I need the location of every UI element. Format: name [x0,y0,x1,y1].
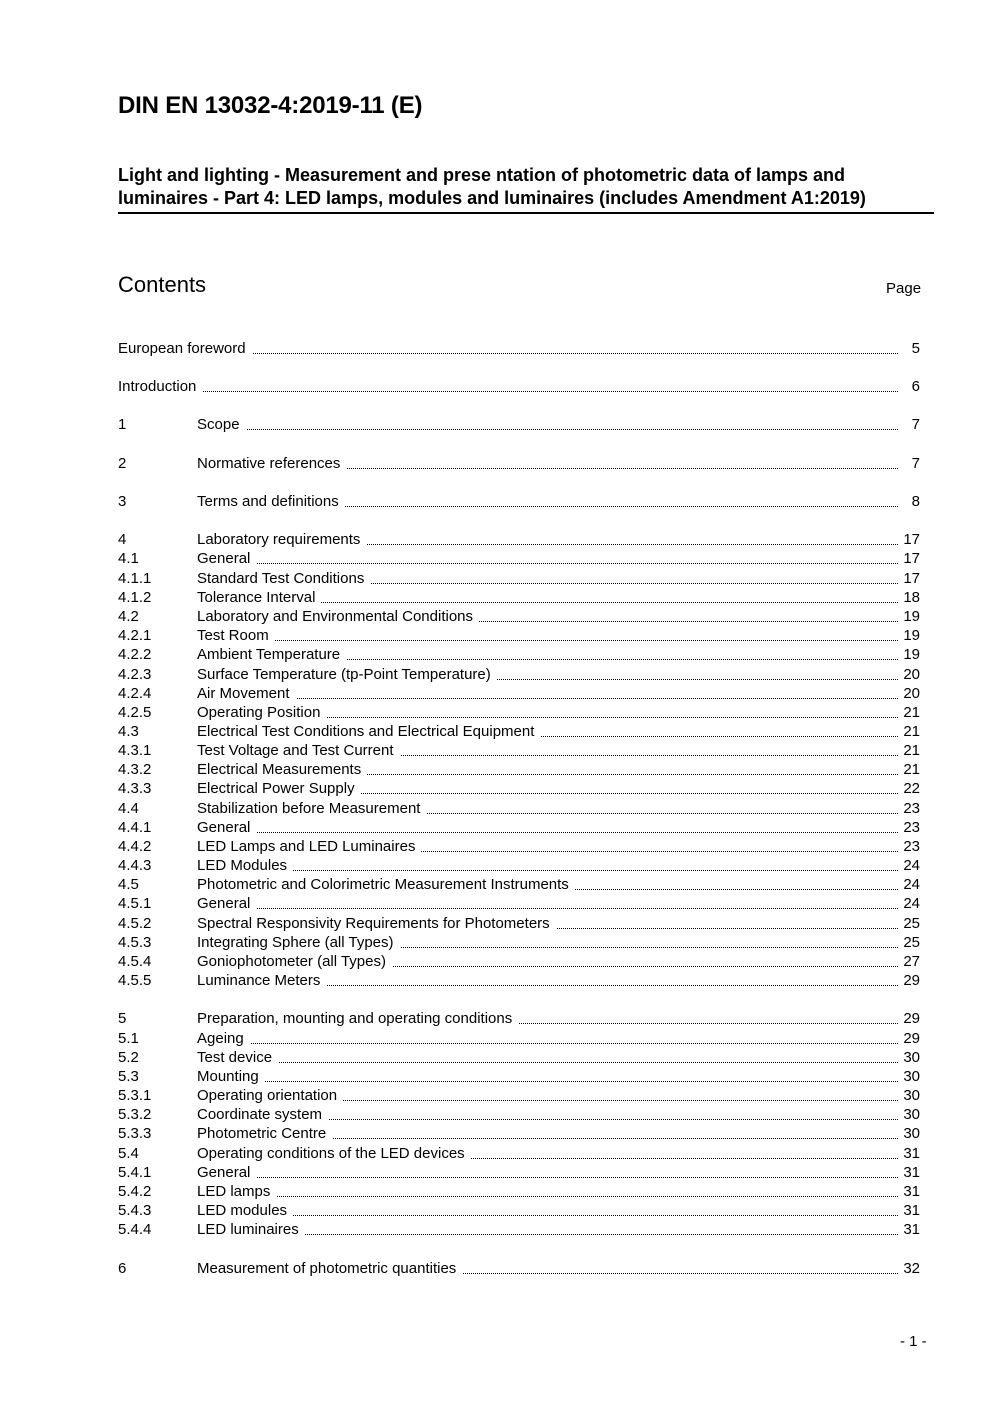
toc-dot-leader [197,870,898,871]
toc-entry-page: 30 [903,1068,920,1085]
toc-entry-title: Goniophotometer (all Types) [197,953,392,970]
toc-dot-leader [197,1196,898,1197]
toc-entry-page: 23 [903,800,920,817]
toc-entry[interactable] [118,684,920,703]
toc-entry-title: LED Modules [197,857,293,874]
toc-entry-body [197,1067,920,1086]
toc-entry[interactable] [118,760,920,779]
toc-entry[interactable] [118,741,920,760]
toc-entry[interactable] [118,492,920,511]
toc-dot-leader [197,1043,898,1044]
toc-entry[interactable] [118,339,920,358]
toc-entry-number: 5.3 [118,1068,139,1085]
toc-entry-number: 4.2.5 [118,704,152,721]
toc-entry-number: 5.3.3 [118,1125,152,1142]
toc-entry[interactable] [118,549,920,568]
toc-entry-page: 24 [903,876,920,893]
toc-entry-number: 4.1.2 [118,589,152,606]
toc-entry[interactable] [118,722,920,741]
toc-entry-title: LED modules [197,1202,293,1219]
toc-entry-body [197,607,920,626]
toc-entry-page: 31 [903,1202,920,1219]
toc-entry-body [197,454,920,473]
toc-entry-title: General [197,895,256,912]
toc-entry-number: 1 [118,416,127,433]
toc-entry-number: 5.1 [118,1030,139,1047]
toc-entry-page: 20 [903,685,920,702]
toc-entry-title: LED luminaires [197,1221,305,1238]
toc-entry-body [197,1105,920,1124]
toc-entry-title: Surface Temperature (tp-Point Temperature) [197,666,497,683]
document-title: Light and lighting - Measurement and prese ntation of photometric data of lamps and luminaires - Part 4: LED lamps, modules and luminaires (includes Amendment A1:2019) [118,164,934,214]
toc-entry-number: 5.4 [118,1145,139,1162]
toc-entry-page: 32 [903,1260,920,1277]
toc-entry[interactable] [118,837,920,856]
toc-entry-body [197,818,920,837]
toc-entry-body [197,1163,920,1182]
toc-entry-page: 22 [903,780,920,797]
toc-entry-page: 18 [903,589,920,606]
toc-dot-leader [197,698,898,699]
toc-entry[interactable] [118,1009,920,1028]
toc-entry[interactable] [118,971,920,990]
toc-entry[interactable] [118,1220,920,1239]
toc-entry-title: Preparation, mounting and operating conditions [197,1010,518,1027]
toc-entry-title: Integrating Sphere (all Types) [197,934,400,951]
toc-entry-title: General [197,1164,256,1181]
toc-dot-leader [197,1062,898,1063]
toc-entry-page: 31 [903,1145,920,1162]
toc-entry-number: 4.3 [118,723,139,740]
contents-heading: Contents [118,272,207,297]
toc-entry-number: 4.3.2 [118,761,152,778]
toc-entry-title: Introduction [118,378,202,395]
toc-entry-page: 31 [903,1221,920,1238]
toc-entry-number: 5 [118,1010,127,1027]
toc-entry-title: Mounting [197,1068,265,1085]
toc-entry-title: Normative references [197,455,346,472]
toc-entry[interactable] [118,1086,920,1105]
toc-entry-title: Photometric and Colorimetric Measurement Instruments [197,876,575,893]
toc-entry-title: Luminance Meters [197,972,326,989]
toc-entry-body [197,684,920,703]
toc-entry-body [197,722,920,741]
toc-entry-body [197,1201,920,1220]
toc-entry[interactable] [118,454,920,473]
toc-entry-number: 4.3.1 [118,742,152,759]
toc-entry-page: 8 [911,493,920,510]
toc-entry-number: 4.2 [118,608,139,625]
toc-entry-number: 5.4.3 [118,1202,152,1219]
document-identifier: DIN EN 13032-4:2019-11 (E) [118,92,423,119]
toc-entry-number: 4.2.4 [118,685,152,702]
toc-entry[interactable] [118,1105,920,1124]
toc-entry-body [197,875,920,894]
toc-entry-body [197,1029,920,1048]
toc-entry-body [197,645,920,664]
toc-entry-page: 19 [903,627,920,644]
toc-entry[interactable] [118,626,920,645]
toc-entry-number: 4.2.1 [118,627,152,644]
toc-entry-body [197,549,920,568]
toc-entry-title: Measurement of photometric quantities [197,1260,462,1277]
toc-entry-page: 27 [903,953,920,970]
toc-entry-page: 23 [903,838,920,855]
toc-entry-page: 21 [903,704,920,721]
toc-entry-body [197,626,920,645]
toc-entry-title: Laboratory and Environmental Conditions [197,608,479,625]
toc-entry-number: 4.5 [118,876,139,893]
toc-dot-leader [197,563,898,564]
toc-entry-page: 31 [903,1164,920,1181]
toc-entry-title: Ageing [197,1030,250,1047]
toc-entry-title: Test Voltage and Test Current [197,742,400,759]
footer-page-number: - 1 - [900,1333,927,1350]
toc-entry[interactable] [118,875,920,894]
toc-entry-page: 21 [903,761,920,778]
toc-dot-leader [118,391,898,392]
toc-entry[interactable] [118,1048,920,1067]
toc-entry-page: 30 [903,1087,920,1104]
toc-entry-page: 5 [911,340,920,357]
toc-entry-body [197,894,920,913]
toc-dot-leader [197,1081,898,1082]
toc-entry-page: 7 [911,416,920,433]
toc-entry-body [197,1086,920,1105]
toc-entry-body [197,837,920,856]
toc-entry-page: 6 [911,378,920,395]
toc-entry-number: 5.4.2 [118,1183,152,1200]
toc-entry-number: 6 [118,1260,127,1277]
toc-entry-page: 17 [903,570,920,587]
toc-entry-title: European foreword [118,340,252,357]
toc-entry[interactable] [118,569,920,588]
toc-entry-body [197,1144,920,1163]
toc-entry-title: LED Lamps and LED Luminaires [197,838,421,855]
toc-entry-title: Photometric Centre [197,1125,332,1142]
toc-entry-page: 24 [903,895,920,912]
toc-entry-title: Tolerance Interval [197,589,321,606]
toc-entry[interactable] [118,607,920,626]
toc-entry-title: Coordinate system [197,1106,328,1123]
toc-entry-number: 4 [118,531,127,548]
toc-entry-body [197,799,920,818]
toc-entry-number: 2 [118,455,127,472]
toc-entry-number: 4.2.2 [118,646,152,663]
toc-entry-title: General [197,819,256,836]
toc-entry-page: 24 [903,857,920,874]
toc-entry-title: Laboratory requirements [197,531,366,548]
toc-entry-number: 4.5.4 [118,953,152,970]
toc-entry-body [197,760,920,779]
toc-entry-page: 17 [903,531,920,548]
toc-entry-body [197,1009,920,1028]
toc-entry-body [118,377,920,396]
toc-entry-title: Scope [197,416,246,433]
toc-entry-number: 5.4.1 [118,1164,152,1181]
toc-entry-body [197,933,920,952]
toc-entry-body [197,914,920,933]
toc-entry-number: 5.2 [118,1049,139,1066]
toc-entry-body [197,530,920,549]
toc-entry-body [197,952,920,971]
toc-entry[interactable] [118,799,920,818]
toc-dot-leader [197,1177,898,1178]
toc-entry[interactable] [118,530,920,549]
toc-entry-page: 29 [903,972,920,989]
toc-entry-body [197,1220,920,1239]
toc-entry-number: 4.4.1 [118,819,152,836]
toc-entry-page: 30 [903,1106,920,1123]
toc-entry-page: 20 [903,666,920,683]
toc-entry[interactable] [118,1201,920,1220]
toc-entry[interactable] [118,914,920,933]
toc-entry[interactable] [118,1029,920,1048]
toc-entry[interactable] [118,377,920,396]
toc-entry-title: LED lamps [197,1183,276,1200]
toc-dot-leader [197,1215,898,1216]
toc-entry-body [197,1048,920,1067]
toc-entry-number: 5.3.1 [118,1087,152,1104]
toc-entry-title: Spectral Responsivity Requirements for Photometers [197,915,556,932]
toc-entry[interactable] [118,856,920,875]
toc-entry-page: 7 [911,455,920,472]
toc-entry-title: Operating Position [197,704,326,721]
toc-entry-title: Air Movement [197,685,296,702]
toc-entry-page: 21 [903,742,920,759]
toc-entry-number: 4.4.3 [118,857,152,874]
toc-entry-page: 29 [903,1030,920,1047]
toc-entry-body [197,492,920,511]
toc-entry-body [197,779,920,798]
toc-entry[interactable] [118,1124,920,1143]
toc-entry-number: 4.1.1 [118,570,152,587]
toc-dot-leader [197,908,898,909]
toc-entry-body [197,1259,920,1278]
toc-entry[interactable] [118,818,920,837]
toc-entry[interactable] [118,1144,920,1163]
toc-entry-title: Electrical Measurements [197,761,367,778]
toc-entry-title: Test device [197,1049,278,1066]
toc-entry-page: 30 [903,1049,920,1066]
toc-entry[interactable] [118,1067,920,1086]
toc-entry-number: 4.3.3 [118,780,152,797]
toc-entry[interactable] [118,415,920,434]
toc-entry-page: 17 [903,550,920,567]
toc-entry-page: 30 [903,1125,920,1142]
toc-entry-number: 4.1 [118,550,139,567]
toc-entry-number: 5.3.2 [118,1106,152,1123]
toc-entry[interactable] [118,665,920,684]
toc-entry-title: Standard Test Conditions [197,570,370,587]
toc-entry[interactable] [118,645,920,664]
toc-entry-body [197,569,920,588]
toc-entry-body [118,339,920,358]
toc-entry[interactable] [118,933,920,952]
toc-entry[interactable] [118,588,920,607]
toc-entry-page: 19 [903,608,920,625]
toc-entry-body [197,703,920,722]
toc-entry-body [197,741,920,760]
toc-entry-body [197,856,920,875]
toc-entry[interactable] [118,1259,920,1278]
toc-entry-number: 4.4.2 [118,838,152,855]
toc-entry-page: 29 [903,1010,920,1027]
toc-entry-title: General [197,550,256,567]
toc-entry-number: 5.4.4 [118,1221,152,1238]
toc-dot-leader [197,832,898,833]
toc-entry-title: Stabilization before Measurement [197,800,426,817]
toc-entry-number: 4.5.1 [118,895,152,912]
toc-entry-body [197,415,920,434]
toc-entry-body [197,665,920,684]
toc-entry-title: Operating orientation [197,1087,343,1104]
toc-entry-page: 31 [903,1183,920,1200]
toc-entry-body [197,588,920,607]
toc-entry-title: Electrical Power Supply [197,780,361,797]
toc-entry-body [197,1182,920,1201]
toc-entry[interactable] [118,779,920,798]
toc-entry-title: Electrical Test Conditions and Electrical Equipment [197,723,540,740]
toc-entry-number: 3 [118,493,127,510]
toc-entry-number: 4.5.2 [118,915,152,932]
toc-entry-page: 19 [903,646,920,663]
toc-entry[interactable] [118,1182,920,1201]
toc-entry-title: Ambient Temperature [197,646,346,663]
toc-entry-page: 21 [903,723,920,740]
toc-entry[interactable] [118,952,920,971]
toc-entry-page: 25 [903,915,920,932]
toc-entry-title: Test Room [197,627,275,644]
toc-entry-body [197,1124,920,1143]
toc-entry-number: 4.5.3 [118,934,152,951]
page-column-heading: Page [886,280,922,297]
toc-entry[interactable] [118,703,920,722]
toc-dot-leader [197,429,898,430]
toc-entry-title: Terms and definitions [197,493,345,510]
toc-dot-leader [197,640,898,641]
toc-entry-body [197,971,920,990]
toc-entry[interactable] [118,894,920,913]
toc-entry-page: 25 [903,934,920,951]
toc-entry-page: 23 [903,819,920,836]
toc-entry[interactable] [118,1163,920,1182]
toc-entry-number: 4.2.3 [118,666,152,683]
toc-entry-title: Operating conditions of the LED devices [197,1145,471,1162]
toc-entry-number: 4.5.5 [118,972,152,989]
toc-entry-number: 4.4 [118,800,139,817]
